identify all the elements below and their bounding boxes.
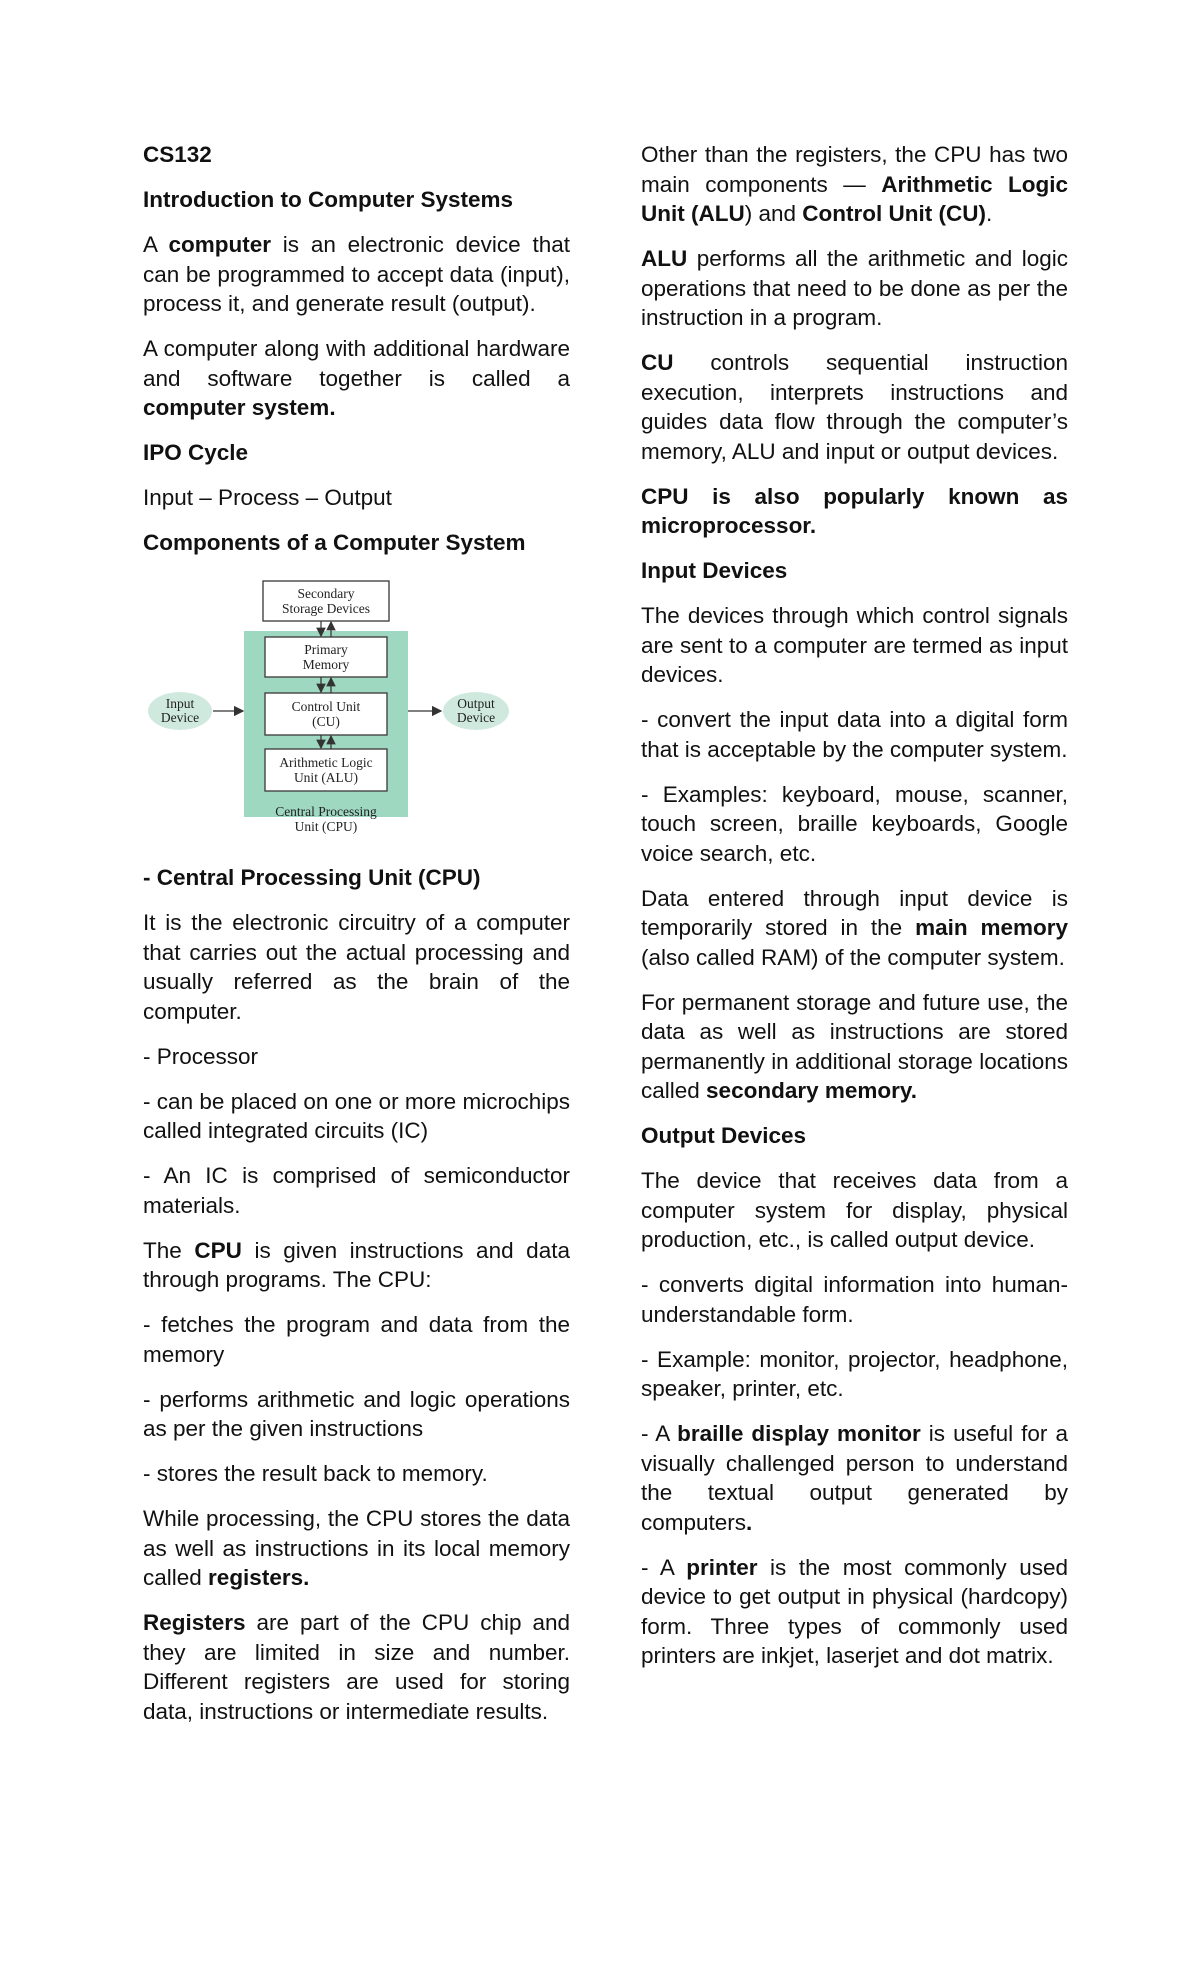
para-cpu-7: - performs arithmetic and logic operations as per the given instructions — [143, 1386, 570, 1441]
heading-intro: Introduction to Computer Systems — [143, 187, 514, 212]
para-cpu-5: The CPU is given instructions and data through programs. The CPU: — [143, 1237, 570, 1292]
heading-output-devices: Output Devices — [641, 1123, 807, 1148]
heading-components: Components of a Computer System — [143, 530, 526, 555]
para-cpu-4: - An IC is comprised of semiconductor materials. — [143, 1163, 570, 1218]
secondary-label-2: Storage Devices — [281, 601, 371, 616]
para-cpu-components: Other than the registers, the CPU has two main components — Arithmetic Logic Unit (ALU) and Control Unit (CU). — [641, 142, 1068, 226]
input-label-2: Device — [160, 710, 200, 725]
para-microprocessor: CPU is also popularly known as microprocessor. — [641, 483, 1068, 538]
para-output-1: The device that receives data from a computer system for display, physical production, etc., is called output device. — [641, 1168, 1068, 1252]
right-column — [641, 140, 1068, 1686]
para-cpu-1: It is the electronic circuitry of a computer that carries out the actual processing and usually referred as the brain of the computer. — [143, 910, 570, 1024]
computer-system-diagram — [143, 573, 570, 845]
para-computer-definition: A computer is an electronic device that can be programmed to accept data (input), process it, and generate result (output). — [143, 232, 570, 316]
para-output-2: - converts digital information into human-understandable form. — [641, 1272, 1068, 1327]
primary-label-2: Memory — [302, 657, 350, 672]
para-input-3: - Examples: keyboard, mouse, scanner, touch screen, braille keyboards, Google voice search, etc. — [641, 781, 1068, 866]
para-input-4: Data entered through input device is temporarily stored in the main memory (also called RAM) of the computer system. — [641, 885, 1068, 970]
control-label-2: (CU) — [312, 714, 340, 729]
para-cpu-6: - fetches the program and data from the memory — [143, 1312, 570, 1367]
course-code: CS132 — [143, 142, 212, 167]
para-output-5: - A printer is the most commonly used device to get output in physical (hardcopy) form. Three types of commonly used printers are inkjet, laserjet and dot matrix. — [641, 1554, 1068, 1668]
primary-label-1: Primary — [304, 642, 348, 657]
heading-ipo: IPO Cycle — [143, 440, 249, 465]
para-cpu-8: - stores the result back to memory. — [143, 1461, 488, 1486]
para-cpu-10: Registers are part of the CPU chip and they are limited in size and number. Different registers are used for storing data, instructions or intermediate results. — [143, 1610, 570, 1724]
diagram-svg — [143, 573, 570, 845]
alu-label-2: Unit (ALU) — [293, 770, 359, 785]
heading-cpu: - Central Processing Unit (CPU) — [143, 865, 481, 890]
heading-input-devices: Input Devices — [641, 558, 788, 583]
para-cu: CU controls sequential instruction execution, interprets instructions and guides data flow through the computer’s memory, ALU and input or output devices. — [641, 350, 1068, 464]
cpu-label-2: Unit (CPU) — [294, 819, 358, 834]
output-label-2: Device — [456, 710, 496, 725]
para-cpu-9: While processing, the CPU stores the data as well as instructions in its local memory called registers. — [143, 1506, 570, 1590]
alu-label-1: Arithmetic Logic — [279, 755, 373, 770]
left-column — [143, 140, 570, 1742]
input-label-1: Input — [165, 696, 195, 711]
ipo-text: Input – Process – Output — [143, 485, 392, 510]
control-label-1: Control Unit — [291, 699, 361, 714]
para-alu: ALU performs all the arithmetic and logic operations that need to be done as per the instruction in a program. — [641, 246, 1068, 330]
para-input-2: - convert the input data into a digital form that is acceptable by the computer system. — [641, 707, 1068, 762]
secondary-label-1: Secondary — [297, 586, 355, 601]
para-output-3: - Example: monitor, projector, headphone, speaker, printer, etc. — [641, 1346, 1068, 1401]
para-computer-system: A computer along with additional hardware and software together is called a computer system. — [143, 336, 570, 420]
para-input-5: For permanent storage and future use, the data as well as instructions are stored permanently in additional storage locations called secondary memory. — [641, 989, 1068, 1103]
para-cpu-3: - can be placed on one or more microchips called integrated circuits (IC) — [143, 1088, 570, 1143]
output-label-1: Output — [457, 696, 495, 711]
cpu-label-1: Central Processing — [275, 804, 377, 819]
para-input-1: The devices through which control signals are sent to a computer are termed as input devices. — [641, 603, 1068, 687]
para-cpu-2: - Processor — [143, 1043, 259, 1069]
para-output-4: - A braille display monitor is useful for a visually challenged person to understand the textual output generated by computers. — [641, 1421, 1068, 1535]
